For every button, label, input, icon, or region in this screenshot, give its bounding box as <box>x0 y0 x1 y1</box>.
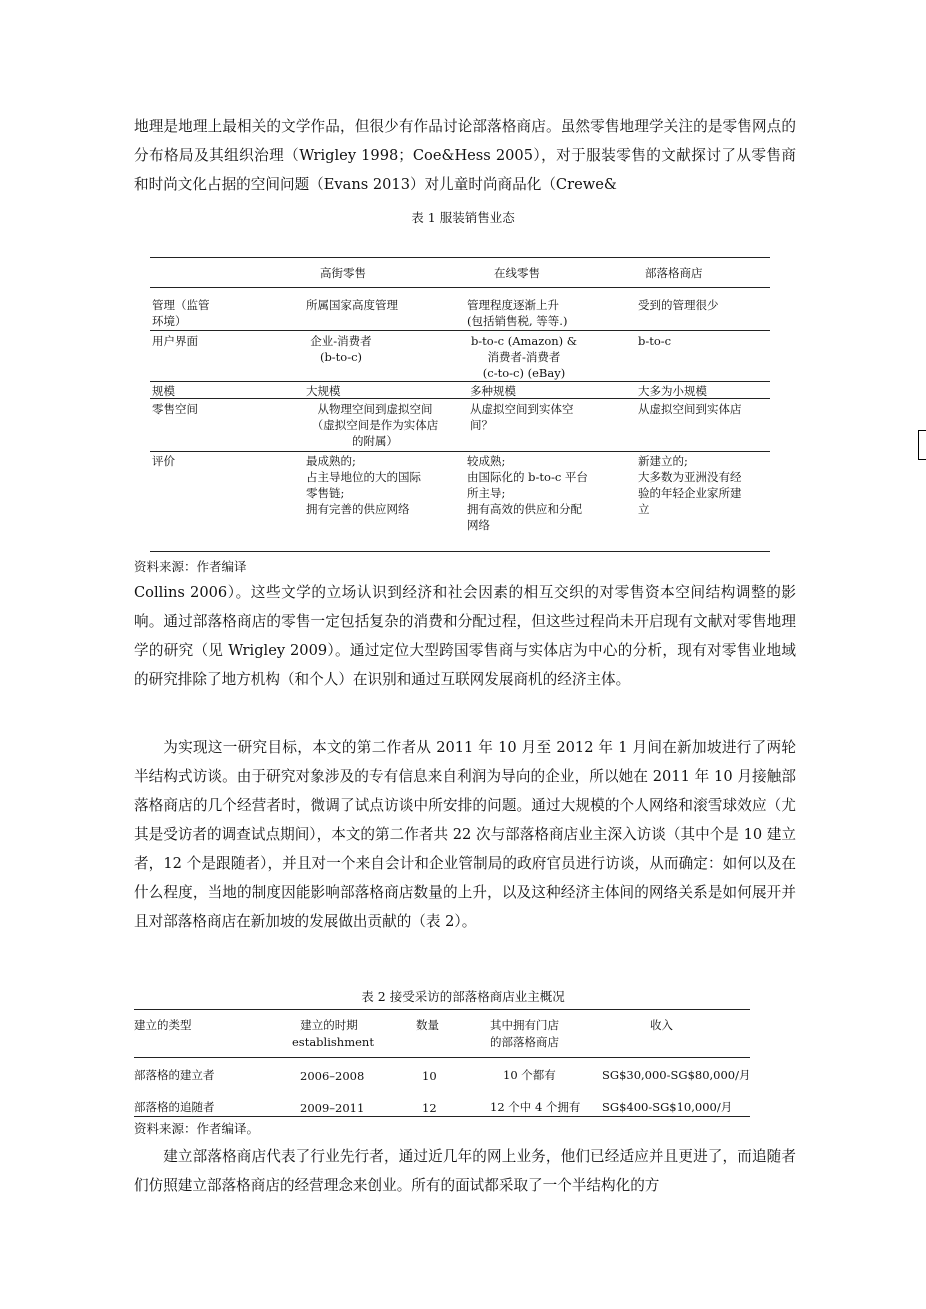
table1-caption: 表 1 服装销售业态 <box>411 210 515 225</box>
table2-caption: 表 2 接受采访的部落格商店业主概况 <box>361 989 565 1004</box>
table2-row-label: 部落格的追随者 <box>134 1100 215 1114</box>
table2-cell: 10 <box>422 1069 437 1083</box>
table2-source: 资料来源：作者编译。 <box>134 1121 260 1136</box>
table2-header-stores: 其中拥有门店 的部落格商店 <box>490 1018 559 1049</box>
table1-cell: 较成熟; 由国际化的 b-to-c 平台 所主导; 拥有高效的供应和分配 网络 <box>467 454 588 532</box>
table1-top-rule <box>150 257 770 258</box>
table1-cell: b-to-c <box>638 334 672 348</box>
table2-cell: SG$400-SG$10,000/月 <box>602 1100 733 1114</box>
table1-cell: 管理程度逐渐上升 (包括销售税, 等等.) <box>467 298 568 328</box>
table1-cell: b-to-c (Amazon) & 消费者-消费者 (c-to-c) (eBay) <box>470 334 578 380</box>
table1-cell: 多种规模 <box>470 384 516 398</box>
table1-cell: 大规模 <box>306 384 341 398</box>
table2-header-count: 数量 <box>416 1018 439 1032</box>
table2-cell: 2009–2011 <box>300 1101 365 1115</box>
table2-cell: 10 个都有 <box>503 1068 556 1082</box>
table2-bottom-rule <box>134 1116 750 1117</box>
table1-cell: 最成熟的; 占主导地位的大的国际 零售链; 拥有完善的供应网络 <box>306 454 421 516</box>
table2-header-type: 建立的类型 <box>134 1018 192 1032</box>
table1-cell: 从虚拟空间到实体店 <box>638 402 742 416</box>
paragraph-method: 为实现这一研究目标，本文的第二作者从 2011 年 10 月至 2012 年 1 月间在新加坡进行了两轮半结构式访谈。由于研究对象涉及的专有信息来自利润为导向的企业，所以她在 2011 年 10 月接触部落格商店的几个经营者时，微调了试点访谈中所安排的问题。通过大规模的个人网络和滚雪球效应（尤其是受访者的调查试点期间），本文的第二作者共 22 次与部落格商店业主深入访谈（其中个是 10 建立者，12 个是跟随者），并且对一个来自会计和企业管制局的政府官员进行访谈，从而确定：如何以及在什么程度，当地的制度因能影响部落格商店数量的上升，以及这种经济主体间的网络关系是如何展开并且对部落格商店在新加坡的发展做出贡献的（表 2）。 <box>134 739 796 930</box>
table2-cell: SG$30,000-SG$80,000/月 <box>602 1068 751 1082</box>
table2-cell: 2006–2008 <box>300 1069 365 1083</box>
table1-row-label: 用户界面 <box>152 334 198 348</box>
table1-cell: 受到的管理很少 <box>638 298 719 312</box>
table2-header-rule <box>134 1057 750 1058</box>
table1-header-blogshop: 部落格商店 <box>645 266 703 280</box>
table1-source: 资料来源：作者编译 <box>134 559 247 574</box>
table1-cell: 从虚拟空间到实体空 间？ <box>470 402 574 432</box>
paragraph-closing: 建立部落格商店代表了行业先行者，通过近几年的网上业务，他们已经适应并且更进了，而追随者们仿照建立部落格商店的经营理念来创业。所有的面试都采取了一个半结构化的方 <box>134 1148 796 1194</box>
table1-cell: 所属国家高度管理 <box>306 298 398 312</box>
table2-header-income: 收入 <box>650 1018 673 1032</box>
paragraph-literature: Collins 2006）。这些文学的立场认识到经济和社会因素的相互交织的对零售资本空间结构调整的影响。通过部落格商店的零售一定包括复杂的消费和分配过程，但这些过程尚未开启现有文献对零售地理学的研究（见 Wrigley 2009）。通过定位大型跨国零售商与实体店为中心的分析，现有对零售业地域的研究排除了地方机构（和个人）在识别和通过互联网发展商机的经济主体。 <box>134 584 796 688</box>
table2-top-rule <box>134 1009 750 1010</box>
table2-cell: 12 个中 4 个拥有 <box>490 1100 581 1114</box>
table1-cell: 从物理空间到虚拟空间 （虚拟空间是作为实体店 的附属） <box>311 402 439 448</box>
table1-cell: 大多为小规模 <box>638 384 707 398</box>
table1-row-rule <box>150 381 770 382</box>
table2-row-label: 部落格的建立者 <box>134 1068 215 1082</box>
table1-cell: 企业-消费者 (b-to-c) <box>310 334 372 364</box>
table1-row-rule <box>150 330 770 331</box>
table1-row-label: 管理（监管 环境） <box>152 298 210 328</box>
table1-row-label: 规模 <box>152 384 175 398</box>
table1-row-rule <box>150 451 770 452</box>
table1-header-online: 在线零售 <box>494 266 540 280</box>
table2-header-period: 建立的时期 establishment <box>292 1018 374 1049</box>
table1-header-rule <box>150 287 770 288</box>
paragraph-intro: 地理是地理上最相关的文学作品，但很少有作品讨论部落格商店。虽然零售地理学关注的是零售网点的分布格局及其组织治理（Wrigley 1998；Coe&Hess 2005），对于服装零售的文献探讨了从零售商和时尚文化占据的空间问题（Evans 2013）对儿童时尚商品化（Crewe& <box>134 118 796 193</box>
table1-header-highstreet: 高街零售 <box>320 266 366 280</box>
table1-row-label: 零售空间 <box>152 402 198 416</box>
table1-row-rule <box>150 398 770 399</box>
table1-cell: 新建立的; 大多数为亚洲没有经 验的年轻企业家所建 立 <box>638 454 742 516</box>
table1-row-label: 评价 <box>152 454 175 468</box>
margin-bracket <box>918 430 926 460</box>
table1-bottom-rule <box>150 551 770 552</box>
table2-cell: 12 <box>422 1101 437 1115</box>
